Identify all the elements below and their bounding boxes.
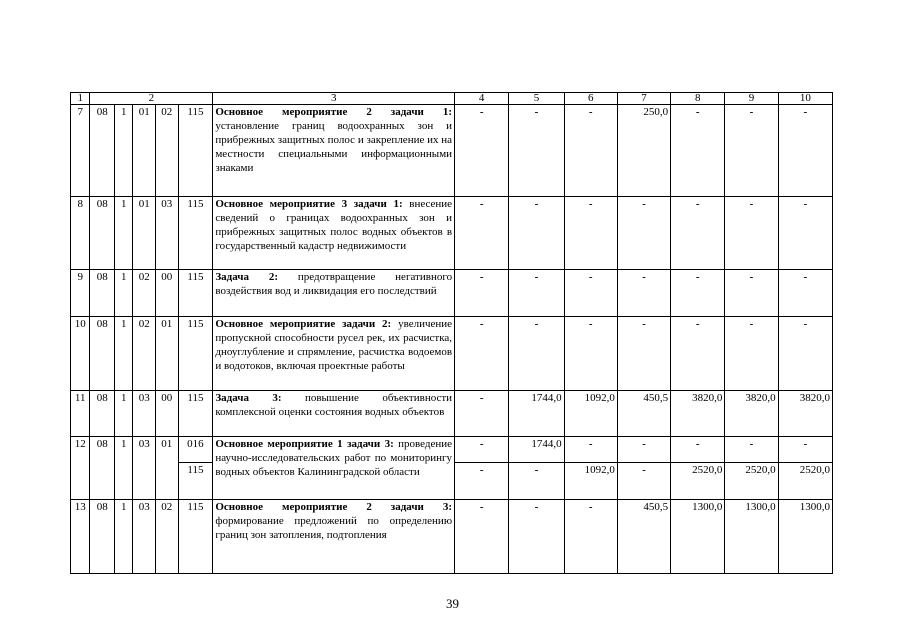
code-task: 02	[133, 270, 156, 317]
row-description	[213, 317, 455, 391]
value-col7: 250,0	[617, 105, 670, 197]
value-col7: -	[617, 197, 670, 270]
value-col9: -	[725, 197, 778, 270]
value-col4: -	[455, 463, 509, 500]
code-executor: 115	[178, 105, 213, 197]
code-section: 08	[90, 197, 115, 270]
header-cell: 5	[509, 93, 564, 105]
row-description	[213, 391, 455, 437]
value-col9: -	[725, 105, 778, 197]
header-cell: 7	[617, 93, 670, 105]
code-subprogram: 1	[115, 270, 133, 317]
value-col6: -	[564, 437, 617, 463]
row-title: Задача 3:	[215, 392, 282, 404]
value-col10: 3820,0	[778, 391, 832, 437]
code-measure: 02	[155, 500, 178, 574]
value-col4: -	[455, 317, 509, 391]
value-col10: -	[778, 270, 832, 317]
value-col10: -	[778, 437, 832, 463]
code-measure: 02	[155, 105, 178, 197]
value-col8: -	[671, 105, 725, 197]
code-subprogram: 1	[115, 437, 133, 500]
value-col10: -	[778, 105, 832, 197]
value-col9: -	[725, 270, 778, 317]
value-col7: 450,5	[617, 391, 670, 437]
value-col7: -	[617, 270, 670, 317]
value-col10: -	[778, 197, 832, 270]
code-task: 01	[133, 105, 156, 197]
value-col4: -	[455, 391, 509, 437]
row-description	[213, 270, 455, 317]
value-col5: 1744,0	[509, 391, 564, 437]
code-measure: 00	[155, 391, 178, 437]
value-col5: 1744,0	[509, 437, 564, 463]
row-number: 7	[71, 105, 90, 197]
program-table	[70, 92, 833, 574]
value-col5: -	[509, 463, 564, 500]
value-col6: -	[564, 197, 617, 270]
code-task: 03	[133, 500, 156, 574]
value-col8: 2520,0	[671, 463, 725, 500]
value-col6: -	[564, 317, 617, 391]
value-col8: -	[671, 270, 725, 317]
value-col9: 1300,0	[725, 500, 778, 574]
code-section: 08	[90, 391, 115, 437]
row-text: предотвращение негативного воздействия вод и ликвидация его последствий	[215, 271, 453, 297]
table-row	[71, 105, 833, 197]
row-text: внесение сведений о границах водоохранных зон и прибрежных защитных полос водных объектов в государственный кадастр недвижимости	[215, 198, 453, 252]
code-section: 08	[90, 270, 115, 317]
value-col5: -	[509, 317, 564, 391]
row-title: Задача 2:	[215, 271, 278, 283]
row-number: 11	[71, 391, 90, 437]
row-text: повышение объективности комплексной оценки состояния водных объектов	[215, 392, 453, 418]
value-col8: 1300,0	[671, 500, 725, 574]
row-text: увеличение пропускной способности русел рек, их расчистка, дноуглубление и спрямление, расчистка водоемов и водотоков, включая проектные работы	[215, 318, 453, 372]
code-measure: 03	[155, 197, 178, 270]
header-cell: 9	[725, 93, 778, 105]
row-number: 9	[71, 270, 90, 317]
code-executor: 115	[178, 197, 213, 270]
code-executor: 016	[178, 437, 213, 463]
value-col5: -	[509, 105, 564, 197]
header-cell: 3	[213, 93, 455, 105]
table-row	[71, 437, 833, 463]
value-col10: 1300,0	[778, 500, 832, 574]
code-task: 02	[133, 317, 156, 391]
row-text: формирование предложений по определению границ зон затопления, подтопления	[215, 515, 453, 541]
row-title: Основное мероприятие задачи 2:	[215, 318, 392, 330]
header-cell: 8	[671, 93, 725, 105]
code-executor: 115	[178, 317, 213, 391]
code-executor: 115	[178, 463, 213, 500]
table-row	[71, 197, 833, 270]
value-col7: 450,5	[617, 500, 670, 574]
table-row	[71, 500, 833, 574]
value-col6: -	[564, 270, 617, 317]
row-title: Основное мероприятие 3 задачи 1:	[215, 198, 403, 210]
code-executor: 115	[178, 500, 213, 574]
value-col6: 1092,0	[564, 391, 617, 437]
code-section: 08	[90, 105, 115, 197]
row-number: 10	[71, 317, 90, 391]
code-measure: 01	[155, 437, 178, 500]
value-col9: -	[725, 437, 778, 463]
row-number: 12	[71, 437, 90, 500]
code-measure: 01	[155, 317, 178, 391]
value-col5: -	[509, 270, 564, 317]
code-executor: 115	[178, 391, 213, 437]
code-section: 08	[90, 437, 115, 500]
value-col8: -	[671, 317, 725, 391]
value-col9: -	[725, 317, 778, 391]
row-title: Основное мероприятие 2 задачи 1:	[215, 106, 453, 118]
row-description	[213, 105, 455, 197]
value-col4: -	[455, 105, 509, 197]
row-number: 8	[71, 197, 90, 270]
page-number: 39	[446, 596, 459, 611]
code-subprogram: 1	[115, 500, 133, 574]
row-description	[213, 500, 455, 574]
row-text: проведение научно-исследовательских работ по мониторингу водных объектов Калининградской области	[215, 438, 453, 478]
value-col4: -	[455, 437, 509, 463]
code-section: 08	[90, 500, 115, 574]
header-cell: 2	[90, 93, 213, 105]
table-row	[71, 317, 833, 391]
code-subprogram: 1	[115, 391, 133, 437]
row-description	[213, 197, 455, 270]
value-col4: -	[455, 197, 509, 270]
value-col7: -	[617, 317, 670, 391]
code-section: 08	[90, 317, 115, 391]
code-task: 01	[133, 197, 156, 270]
row-number: 13	[71, 500, 90, 574]
header-cell: 10	[778, 93, 832, 105]
value-col10: -	[778, 317, 832, 391]
value-col9: 3820,0	[725, 391, 778, 437]
value-col4: -	[455, 270, 509, 317]
value-col5: -	[509, 500, 564, 574]
table-row	[71, 270, 833, 317]
code-subprogram: 1	[115, 197, 133, 270]
value-col4: -	[455, 500, 509, 574]
code-task: 03	[133, 437, 156, 500]
code-measure: 00	[155, 270, 178, 317]
header-cell: 6	[564, 93, 617, 105]
value-col6: 1092,0	[564, 463, 617, 500]
row-description	[213, 437, 455, 500]
value-col7: -	[617, 463, 670, 500]
code-subprogram: 1	[115, 105, 133, 197]
row-title: Основное мероприятие 1 задачи 3:	[215, 438, 394, 450]
value-col8: -	[671, 197, 725, 270]
header-cell: 1	[71, 93, 90, 105]
row-text: установление границ водоохранных зон и прибрежных защитных полос и закрепление их на местности специальными информационными знаками	[215, 120, 453, 174]
value-col6: -	[564, 500, 617, 574]
value-col8: -	[671, 437, 725, 463]
code-subprogram: 1	[115, 317, 133, 391]
value-col7: -	[617, 437, 670, 463]
value-col9: 2520,0	[725, 463, 778, 500]
value-col8: 3820,0	[671, 391, 725, 437]
value-col10: 2520,0	[778, 463, 832, 500]
value-col5: -	[509, 197, 564, 270]
header-cell: 4	[455, 93, 509, 105]
table-row	[71, 391, 833, 437]
row-title: Основное мероприятие 2 задачи 3:	[215, 501, 453, 513]
value-col6: -	[564, 105, 617, 197]
header-row	[71, 93, 833, 105]
code-executor: 115	[178, 270, 213, 317]
code-task: 03	[133, 391, 156, 437]
